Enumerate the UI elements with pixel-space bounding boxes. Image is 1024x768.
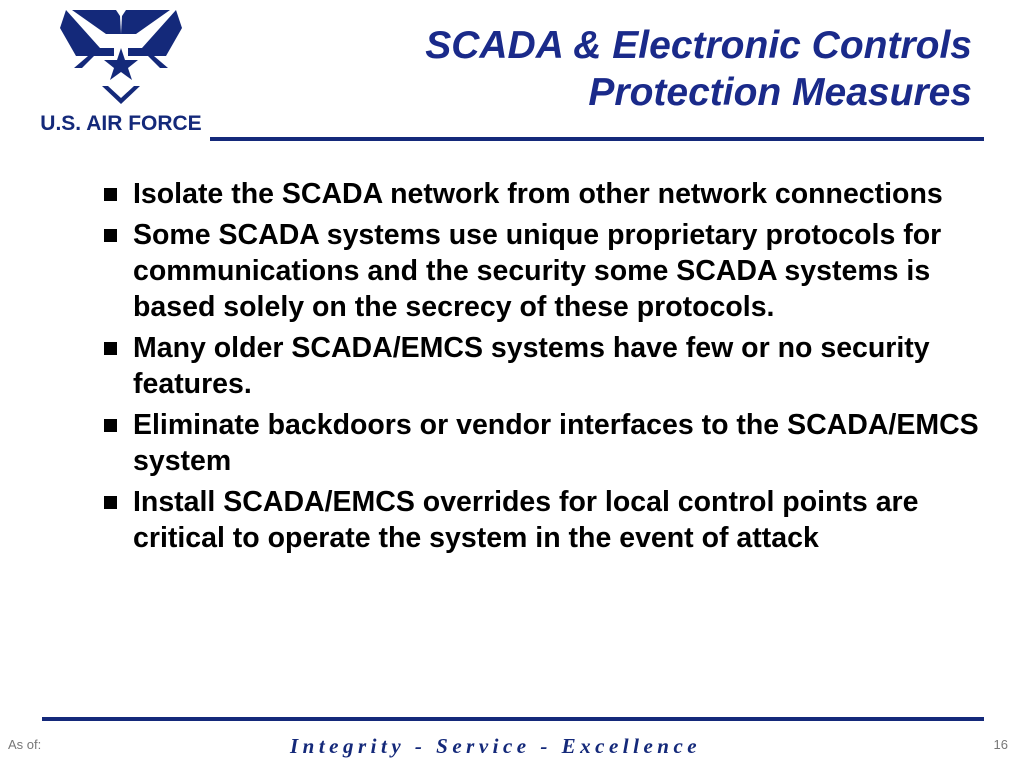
bullet-text: Install SCADA/EMCS overrides for local control points are critical to operate the system in the event of attack: [133, 486, 919, 554]
bullet-item: [100, 407, 980, 479]
slide-title-line-1: SCADA & Electronic Controls: [425, 24, 972, 67]
air-force-logo: [36, 8, 206, 136]
bullet-square-icon: [104, 229, 117, 242]
page-number: 16: [993, 737, 1008, 752]
bullet-square-icon: [104, 188, 117, 201]
bullet-square-icon: [104, 419, 117, 432]
bullet-item: [100, 484, 980, 556]
bullet-item: [100, 330, 980, 402]
slide-title: [272, 22, 972, 116]
bullet-item: [100, 217, 980, 325]
bullet-item: [100, 176, 980, 212]
title-divider: [210, 137, 984, 141]
as-of-label: As of:: [8, 737, 42, 752]
footer-motto: Integrity - Service - Excellence: [290, 734, 702, 758]
bullet-text: Eliminate backdoors or vendor interfaces to the SCADA/EMCS system: [133, 409, 979, 477]
footer-divider: [42, 717, 984, 721]
bullet-square-icon: [104, 496, 117, 509]
bullet-square-icon: [104, 342, 117, 355]
air-force-wings-icon: [36, 8, 206, 112]
bullet-list: [100, 176, 980, 561]
bullet-text: Many older SCADA/EMCS systems have few or no security features.: [133, 332, 930, 400]
bullet-text: Isolate the SCADA network from other network connections: [133, 178, 943, 210]
logo-text: U.S. AIR FORCE: [40, 112, 202, 135]
bullet-text: Some SCADA systems use unique proprietary protocols for communications and the security some SCADA systems is based solely on the secrecy of these protocols.: [133, 219, 942, 323]
slide-title-line-2: Protection Measures: [588, 71, 972, 114]
